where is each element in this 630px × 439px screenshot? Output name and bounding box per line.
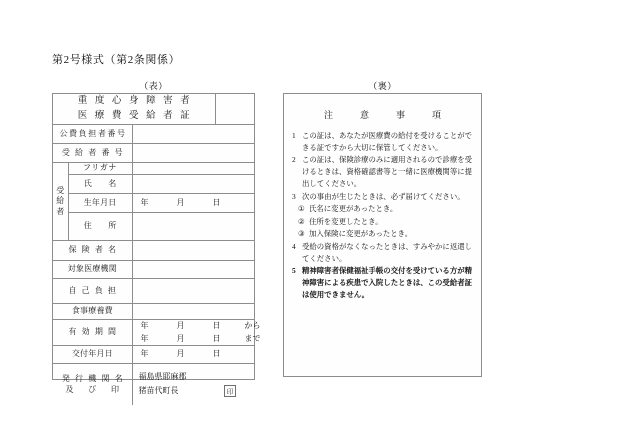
address-label: 住 所 (68, 213, 132, 241)
certificate-title-line2: 医 療 費 受 給 者 証 (77, 111, 193, 122)
note-subitem-text: 氏名に変更があったとき。 (309, 204, 398, 214)
birthdate-year-token: 年 (140, 197, 149, 207)
recipient-number-value[interactable] (132, 144, 254, 163)
recipient-number-label: 受 給 者 番 号 (53, 144, 132, 163)
furigana-label: フリガナ (68, 163, 132, 175)
front-side-caption: （表） (139, 81, 168, 91)
recipient-group-label-char-2: 給 (56, 196, 65, 206)
note-subitem (292, 203, 472, 215)
table-row-target-medical-institution (53, 261, 254, 279)
insurer-name-label: 保 険 者 名 (53, 241, 132, 261)
valid-to-suffix: まで (244, 333, 261, 343)
form-number-heading: 第2号様式（第2条関係） (52, 54, 181, 66)
issuer-label-line2: 及 び 印 (65, 384, 121, 394)
valid-to-month-token: 月 (176, 333, 185, 343)
issue-date-month-token: 月 (176, 349, 185, 359)
note-subitem-text: 加入保険に変更があったとき。 (309, 229, 413, 239)
note-number: 3 (292, 191, 296, 201)
recipient-group-label (53, 163, 68, 241)
address-value[interactable] (132, 213, 254, 241)
note-subitem (292, 216, 472, 228)
notes-list (284, 130, 481, 301)
certificate-front-table (53, 94, 261, 405)
table-row-insurer-name (53, 241, 254, 261)
valid-from-suffix: から (244, 321, 261, 331)
issuer-mayor-title: 猪苗代町長 (138, 386, 179, 396)
birthdate-label: 生年月日 (68, 194, 132, 213)
certificate-front-card (52, 93, 261, 397)
note-subitem (292, 228, 472, 240)
note-item (292, 241, 472, 265)
meal-care-expense-label: 食事療養費 (53, 304, 132, 320)
birthdate-value[interactable] (132, 194, 254, 213)
table-row-furigana (53, 163, 254, 175)
table-row-meal-care-expense (53, 304, 254, 320)
note-item (292, 191, 472, 203)
table-row-recipient-number (53, 144, 254, 163)
title-side-box (215, 94, 254, 125)
birthdate-month-token: 月 (176, 197, 185, 207)
name-label: 氏 名 (68, 175, 132, 194)
self-pay-value[interactable] (132, 279, 254, 304)
self-pay-label: 自 己 負 担 (53, 279, 132, 304)
valid-period-label: 有 効 期 間 (53, 320, 132, 346)
target-medical-institution-value[interactable] (132, 261, 254, 279)
valid-from-day-token: 日 (212, 321, 221, 331)
table-row-valid-period (53, 320, 254, 346)
note-subitem-number: ③ (298, 229, 305, 239)
name-value[interactable] (132, 175, 254, 194)
note-item (292, 154, 472, 190)
table-row-issuer (53, 364, 254, 406)
note-number: 2 (292, 155, 296, 165)
note-subitem-number: ② (298, 216, 305, 226)
issuer-prefecture-district: 福島県耶麻郡 (138, 372, 187, 382)
note-text: 精神障害者保健福祉手帳の交付を受けている方が精神障害による疾患で入院したときは、この受給者証は使用できません。 (302, 266, 472, 300)
recipient-group-label-char-3: 者 (56, 207, 65, 217)
note-subitem-number: ① (298, 204, 305, 214)
table-row-name (53, 175, 254, 194)
note-item (292, 265, 472, 301)
issue-date-year-token: 年 (140, 349, 149, 359)
insurer-name-value[interactable] (132, 241, 254, 261)
target-medical-institution-label: 対象医療機関 (53, 261, 132, 279)
meal-care-expense-value[interactable] (132, 304, 254, 320)
note-item (292, 130, 472, 154)
note-number: 1 (292, 131, 296, 140)
public-payer-number-value[interactable] (132, 125, 254, 144)
table-row-self-pay (53, 279, 254, 304)
issuer-label-line1: 発 行 機 関 名 (61, 373, 125, 383)
note-text: この証は、あなたが医療費の給付を受けることができる証ですから大切に保管してください。 (302, 131, 472, 152)
certificate-back-card (283, 93, 482, 377)
official-seal-icon: 印 (224, 385, 236, 397)
table-row-birthdate (53, 194, 254, 213)
note-number: 5 (292, 266, 296, 276)
issue-date-value[interactable] (132, 346, 254, 364)
table-row-title (53, 94, 254, 125)
furigana-value[interactable] (132, 163, 254, 175)
table-row-address (53, 213, 254, 241)
issuer-label (53, 364, 132, 406)
public-payer-number-label: 公費負担者番号 (53, 125, 132, 144)
table-row-issue-date (53, 346, 254, 364)
issue-date-day-token: 日 (212, 349, 221, 359)
note-text: 受給の資格がなくなったときは、すみやかに返還してください。 (302, 241, 472, 263)
certificate-title-line1: 重 度 心 身 障 害 者 (77, 96, 193, 106)
note-subitem-text: 住所を変更したとき。 (309, 216, 383, 226)
note-text: 次の事由が生じたときは、必ず届けてください。 (302, 191, 465, 201)
valid-to-year-token: 年 (140, 333, 149, 343)
valid-from-month-token: 月 (176, 321, 185, 331)
note-number: 4 (292, 241, 296, 251)
valid-from-year-token: 年 (140, 321, 149, 331)
note-text: この証は、保険診療のみに適用されるので診療を受けるときは、資格確認書等と一緒に医療機関等に提出してください。 (302, 155, 472, 189)
recipient-group-label-char-1: 受 (56, 185, 65, 195)
valid-period-value[interactable] (132, 320, 261, 346)
birthdate-day-token: 日 (212, 197, 221, 207)
issuer-value[interactable] (132, 364, 254, 406)
notes-title: 注 意 事 項 (323, 110, 450, 120)
valid-to-day-token: 日 (212, 333, 221, 343)
note-subitem-list (292, 203, 472, 240)
issue-date-label: 交付年月日 (53, 346, 132, 364)
table-row-public-payer-number (53, 125, 254, 144)
back-side-caption: （裏） (368, 81, 397, 91)
